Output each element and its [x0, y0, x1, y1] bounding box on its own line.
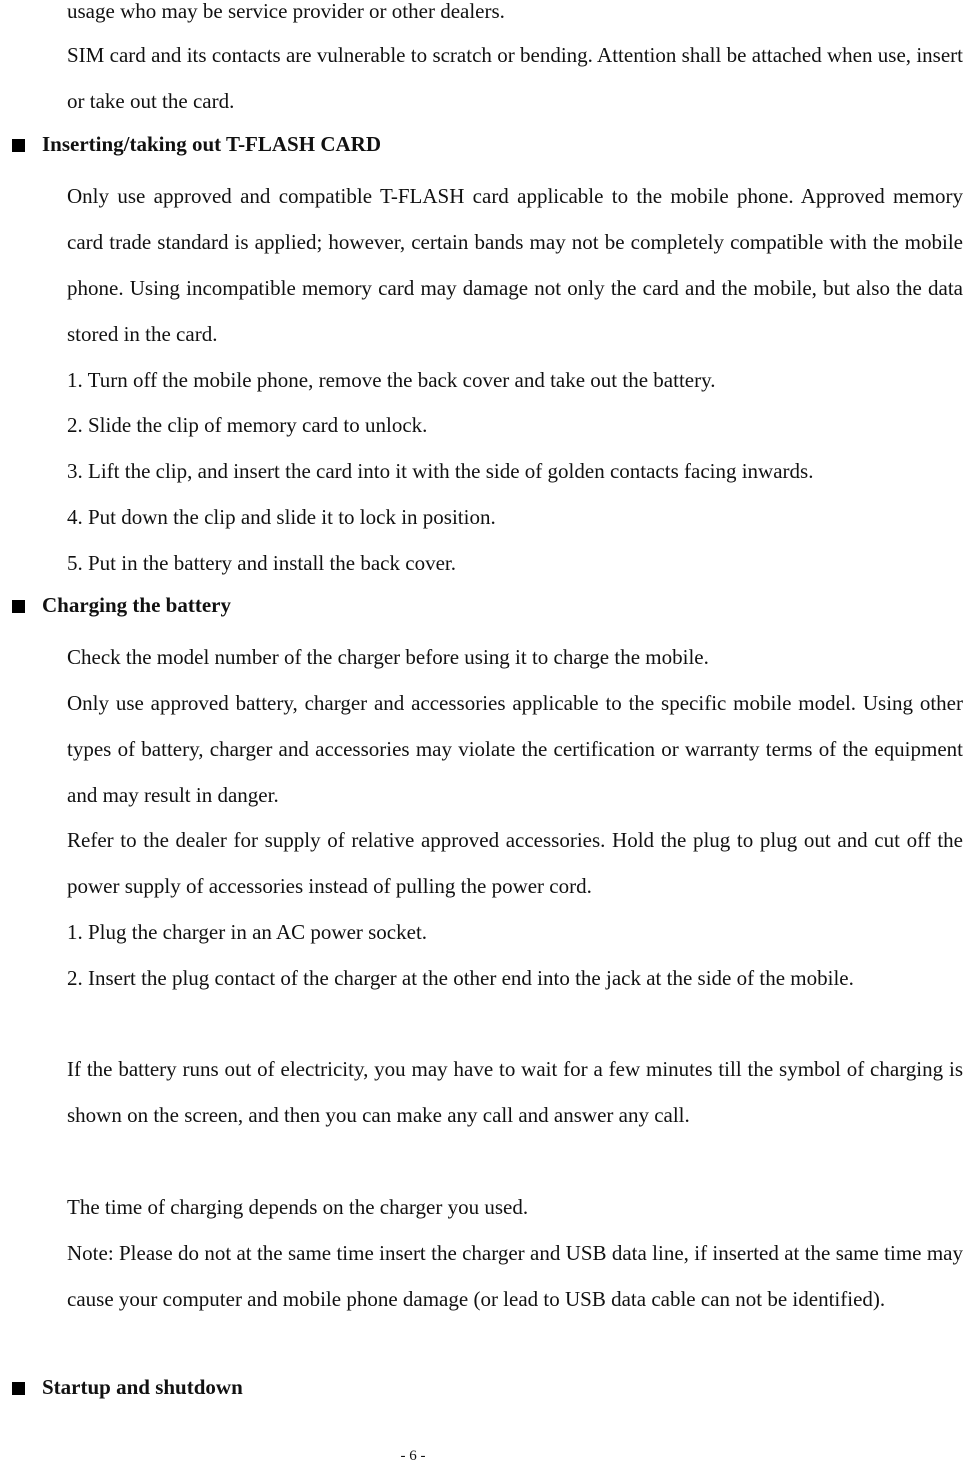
tflash-step-4: 4. Put down the clip and slide it to lock in position.: [67, 505, 496, 529]
page-number: - 6 -: [400, 1448, 426, 1464]
square-bullet-icon: [12, 600, 25, 613]
charging-note: Note: Please do not at the same time insert the charger and USB data line, if inserted at the same time may cause your computer and mobile phone damage (or lead to USB data cable can not be identified).: [67, 1241, 963, 1311]
intro-paragraph-2: SIM card and its contacts are vulnerable to scratch or bending. Attention shall be attached when use, insert or take out the card.: [67, 43, 963, 113]
charging-step-1: 1. Plug the charger in an AC power socket.: [67, 920, 428, 944]
section-title: Inserting/taking out T-FLASH CARD: [42, 132, 381, 156]
charging-paragraph-1: Check the model number of the charger before using it to charge the mobile.: [67, 645, 709, 669]
section-title: Startup and shutdown: [42, 1375, 243, 1399]
section-heading-charging: [0, 591, 963, 623]
charging-paragraph-4: If the battery runs out of electricity, you may have to wait for a few minutes till the symbol of charging is shown on the screen, and then you can make any call and answer any call.: [67, 1057, 963, 1127]
square-bullet-icon: [12, 139, 25, 152]
tflash-step-1: 1. Turn off the mobile phone, remove the back cover and take out the battery.: [67, 368, 716, 392]
section-title: Charging the battery: [42, 593, 231, 617]
charging-step-2: 2. Insert the plug contact of the charger at the other end into the jack at the side of the mobile.: [67, 966, 854, 990]
section-heading-tflash: [0, 130, 963, 162]
square-bullet-icon: [12, 1382, 25, 1395]
section-heading-startup: [0, 1373, 963, 1405]
intro-paragraph-1: usage who may be service provider or other dealers.: [67, 0, 505, 23]
charging-paragraph-3: Refer to the dealer for supply of relative approved accessories. Hold the plug to plug out and cut off the power supply of accessories instead of pulling the power cord.: [67, 828, 963, 898]
tflash-step-2: 2. Slide the clip of memory card to unlock.: [67, 413, 428, 437]
charging-paragraph-2: Only use approved battery, charger and accessories applicable to the specific mobile model. Using other types of battery, charger and accessories may violate the certification or warranty terms of the equipment and may result in danger.: [67, 691, 963, 807]
tflash-body-paragraph: Only use approved and compatible T-FLASH card applicable to the mobile phone. Approved memory card trade standard is applied; however, certain bands may not be completely compatible with the mobile phone. Using incompatible memory card may damage not only the card and the mobile, but also the data stored in the card.: [67, 184, 963, 346]
tflash-step-5: 5. Put in the battery and install the back cover.: [67, 551, 456, 575]
charging-paragraph-5: The time of charging depends on the charger you used.: [67, 1195, 529, 1219]
tflash-step-3: 3. Lift the clip, and insert the card into it with the side of golden contacts facing inwards.: [67, 459, 814, 483]
